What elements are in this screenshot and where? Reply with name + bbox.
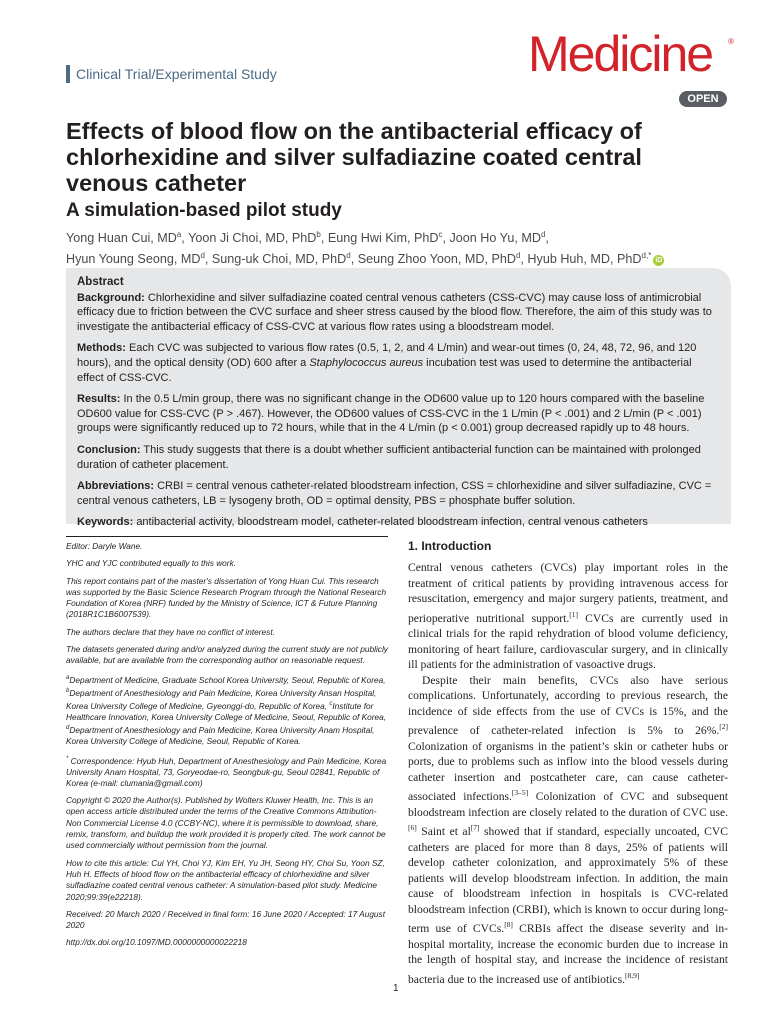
orcid-icon[interactable]: iD <box>655 257 663 265</box>
citation-link[interactable]: [2] <box>719 722 728 732</box>
abstract-box <box>66 268 731 529</box>
author-name: Hyun Young Seong, MD <box>66 252 201 267</box>
citation-link[interactable]: [3–5] <box>511 788 529 798</box>
intro-text: CVCs are currently used in clinical trials for the rapid rehydration of blood volume deficiency, monitoring of heart failure, cardiovascular surgery, and in clinically ill patients for the administration of vasoactive drugs. <box>408 611 728 672</box>
footnote-data-availability: The datasets generated during and/or analyzed during the current study are not publicly available, but are available from the corresponding author on reasonable request. <box>66 644 388 666</box>
species-name: Staphylococcus aureus <box>309 356 424 369</box>
citation-link[interactable]: [1] <box>569 609 579 619</box>
author-affiliation-mark: d <box>515 251 521 261</box>
abstract-methods-text: Each CVC was subjected to various flow rates (0.5, 1, 2, and 4 L/min) and wear-out times (0, 24, 48, 72, 96, and 120 hours), and the optical density (OD) 600 after a <box>77 342 697 369</box>
author-name: Eung Hwi Kim, PhD <box>327 231 439 246</box>
affiliation-mark: b <box>66 687 70 694</box>
author-affiliation-mark: a <box>176 230 182 239</box>
intro-text: Colonization of organisms in the patient’s skin or catheter hubs or ports, due to problems such as inflow into the blood vessels during catheter insertion and postcatheter care, can cause catheter-associated infections. <box>408 739 728 804</box>
abstract-abbreviations <box>77 479 720 508</box>
correspondence-text: Correspondence: Hyub Huh, Department of Anesthesiology and Pain Medicine, Korea University Anam Hospital, 73, Goryeodae-ro, Seongbuk-gu, Seoul 02841, Republic of Korea (e-mail: clumania@gmail.com) <box>66 755 387 788</box>
author-separator: , <box>181 231 189 246</box>
section-label-text: Clinical Trial/Experimental Study <box>76 66 277 82</box>
affiliation-text: Institute for Healthcare Innovation, Korea University College of Medicine, Seoul, Republic of Korea, <box>66 700 387 722</box>
page-number: 1 <box>393 983 399 994</box>
footnote-citation: How to cite this article: Cui YH, Choi YJ, Kim EH, Yu JH, Seong HY, Choi Su, Yoon SZ, Huh H. Effects of blood flow on the antibacterial efficacy of chlorhexidine and silver sulfadiazine coated central venous catheter: A simulation-based pilot study. Medicine 2020;99:39(e22218). <box>66 857 385 902</box>
author-name: Joon Ho Yu, MD <box>449 231 541 246</box>
author-affiliation-mark: d <box>540 230 546 239</box>
author-affiliation-mark: d <box>200 251 205 261</box>
intro-text: showed that if standard, especially uncoated, CVC catheters are placed for more than 8 days, 25% of patients will develop catheter colonization, and approximately 5% of these patients will develop bloodstream infection. In addition, the main cause of bloodstream infection in hospitals is CVC-related bloodstream infection (CRBI), which is known to occur during long-term use of CVCs. <box>408 825 728 936</box>
author-name: Hyub Huh, MD, PhD <box>527 252 642 267</box>
abstract-methods <box>77 341 720 385</box>
affiliation-mark: d <box>66 725 70 732</box>
abstract-keywords <box>77 515 720 530</box>
affiliation-text: Department of Anesthesiology and Pain Medicine, Korea University Ansan Hospital, Korea University College of Medicine, Gyeonggi-do, Republic of Korea, <box>66 687 377 711</box>
abstract-results <box>77 392 720 436</box>
citation-link[interactable]: [6] <box>408 823 417 833</box>
author-separator: , <box>204 252 212 267</box>
intro-text: Colonization of CVC and subsequent bloodstream infection are closely related to the duration of CVC use. <box>408 790 728 819</box>
abstract-keywords-text: antibacterial activity, bloodstream model, catheter-related bloodstream infection, central venous catheters <box>136 516 648 529</box>
author-affiliation-mark: c <box>438 230 443 239</box>
abstract-heading: Abstract <box>77 276 124 288</box>
abstract-keywords-label: Keywords: <box>77 516 134 529</box>
author-separator: , <box>320 231 328 246</box>
abstract-conclusion <box>77 443 720 472</box>
author-name: Yoon Ji Choi, MD, PhD <box>188 231 317 246</box>
abstract-conclusion-label: Conclusion: <box>77 443 141 456</box>
footnote-copyright: Copyright © 2020 the Author(s). Published by Wolters Kluwer Health, Inc. This is an open access article distributed under the terms of the Creative Commons Attribution-Non Commercial License 4.0 (CCBY-NC), where it is permissible to download, share, remix, transform, and buildup the work provided it is properly cited. The work cannot be used commercially without permission from the journal. <box>66 795 386 851</box>
intro-text: Central venous catheters (CVCs) play important roles in the treatment of critical patients by providing intravenous access for resuscitation, emergency and major surgery patients, treatment, and perioperative nutritional support. <box>408 561 728 625</box>
abstract-background-text: Chlorhexidine and silver sulfadiazine coated central venous catheters (CSS-CVC) may cause loss of antimicrobial efficacy due to friction between the CVC surface and sheer stress caused by the blood flow. Therefore, the aim of this study was to investigate the antibacterial efficacy of CSS-CVC at various flow rates using a bloodstream model. <box>77 291 712 333</box>
article-subtitle: A simulation-based pilot study <box>66 200 342 221</box>
author-affiliation-mark: d <box>346 251 351 261</box>
citation-link[interactable]: [8,9] <box>624 970 640 980</box>
footnote-rule <box>66 536 388 537</box>
footnote-editor: Editor: Daryle Wane. <box>66 541 143 551</box>
abstract-methods-label: Methods: <box>77 342 126 355</box>
abstract-results-text: In the 0.5 L/min group, there was no significant change in the OD600 value up to 120 hours compared with the baseline OD600 value for CSS-CVC (P > .467). However, the OD600 values of CSS-CVC in the 1 L/min (P < .001) and 2 L/min (P < .001) groups were significantly reduced up to 72 hours, while that in the 4 L/min (p < 0.001) group decreased rapidly up to 48 hours. <box>77 393 705 435</box>
author-separator: , <box>520 252 528 267</box>
author-name: Sung-uk Choi, MD, PhD <box>211 252 347 267</box>
abstract-background-label: Background: <box>77 291 145 304</box>
abstract-results-label: Results: <box>77 393 121 406</box>
footnote-conflict: The authors declare that they have no conflict of interest. <box>66 626 275 637</box>
author-separator: , <box>545 231 549 246</box>
intro-paragraph <box>408 673 728 988</box>
section-label-bar <box>66 65 70 83</box>
footnote-correspondence <box>66 754 388 790</box>
author-separator: , <box>350 252 358 267</box>
affiliation-mark: a <box>66 674 70 681</box>
intro-text: CRBIs affect the disease severity and in-hospital mortality, increase the economic burden due to increase in the length of hospital stay, and increase the incidence of resistant bacteria due to the increased use of antibiotics. <box>408 922 728 986</box>
author-list <box>66 226 736 268</box>
affiliation-text: Department of Medicine, Graduate School Korea University, Seoul, Republic of Korea, <box>69 674 386 685</box>
footnote-column <box>66 536 388 955</box>
citation-link[interactable]: [7] <box>470 823 480 833</box>
author-name: Yong Huan Cui, MD <box>66 231 177 246</box>
author-name: Seung Zhoo Yoon, MD, PhD <box>357 252 516 267</box>
abstract-background <box>77 291 720 335</box>
affiliation-text: Department of Anesthesiology and Pain Medicine, Korea University Anam Hospital, Korea University College of Medicine, Seoul, Republic of Korea. <box>66 724 375 747</box>
doi-link[interactable]: http://dx.doi.org/10.1097/MD.0000000000022218 <box>66 937 247 948</box>
abstract-abbreviations-label: Abbreviations: <box>77 480 155 493</box>
introduction-body <box>408 560 728 987</box>
journal-logo <box>528 26 734 82</box>
footnote-affiliations <box>66 673 388 748</box>
correspondence-mark: * <box>66 755 69 762</box>
intro-paragraph <box>408 560 728 673</box>
abstract-methods-text-end: incubation test was used to determine the antibacterial effect of CSS-CVC. <box>77 356 692 384</box>
article-title: Effects of blood flow on the antibacterial efficacy of chlorhexidine and silver sulfadiazine coated central venous catheter <box>66 118 642 196</box>
abstract-abbreviations-text: CRBI = central venous catheter-related bloodstream infection, CSS = chlorhexidine and silver sulfadiazine, CVC = central venous catheters, LB = lysogeny broth, OD = optimal density, PBS = phosphate buffer solution. <box>77 480 712 507</box>
intro-text: Despite their main benefits, CVCs also have serious complications. Unfortunately, according to previous research, the incidence of side effects from the use of CVCs is 15%, and the prevalence of catheter-related infection is 5% to 26%. <box>408 673 728 738</box>
intro-text: Saint et al <box>416 825 471 839</box>
section-label <box>66 64 277 84</box>
open-access-badge: OPEN <box>679 91 727 107</box>
affiliation-mark: c <box>329 700 333 707</box>
footnote-contribution: YHC and YJC contributed equally to this work. <box>66 558 237 569</box>
author-separator: , <box>442 231 450 246</box>
citation-link[interactable]: [8] <box>504 920 513 930</box>
journal-logo-text: Medicine <box>528 26 713 82</box>
introduction-heading: 1. Introduction <box>408 539 492 553</box>
registered-mark: ® <box>728 37 734 46</box>
footnote-funding: This report contains part of the master's dissertation of Yong Huan Cui. This research was supported by the Basic Science Research Program through the National Research Foundation of Korea (NRF) funded by the Ministry of Science, ICT & Future Planning (2018R1C1B6007539). <box>66 575 387 620</box>
footnote-dates: Received: 20 March 2020 / Received in final form: 16 June 2020 / Accepted: 17 August 2020 <box>66 908 386 931</box>
abstract-conclusion-text: This study suggests that there is a doubt whether sufficient antibacterial function can be maintained with prolonged duration of catheter placement. <box>77 443 701 471</box>
author-affiliation-mark: b <box>316 230 321 239</box>
author-affiliation-mark: d,* <box>641 251 652 261</box>
